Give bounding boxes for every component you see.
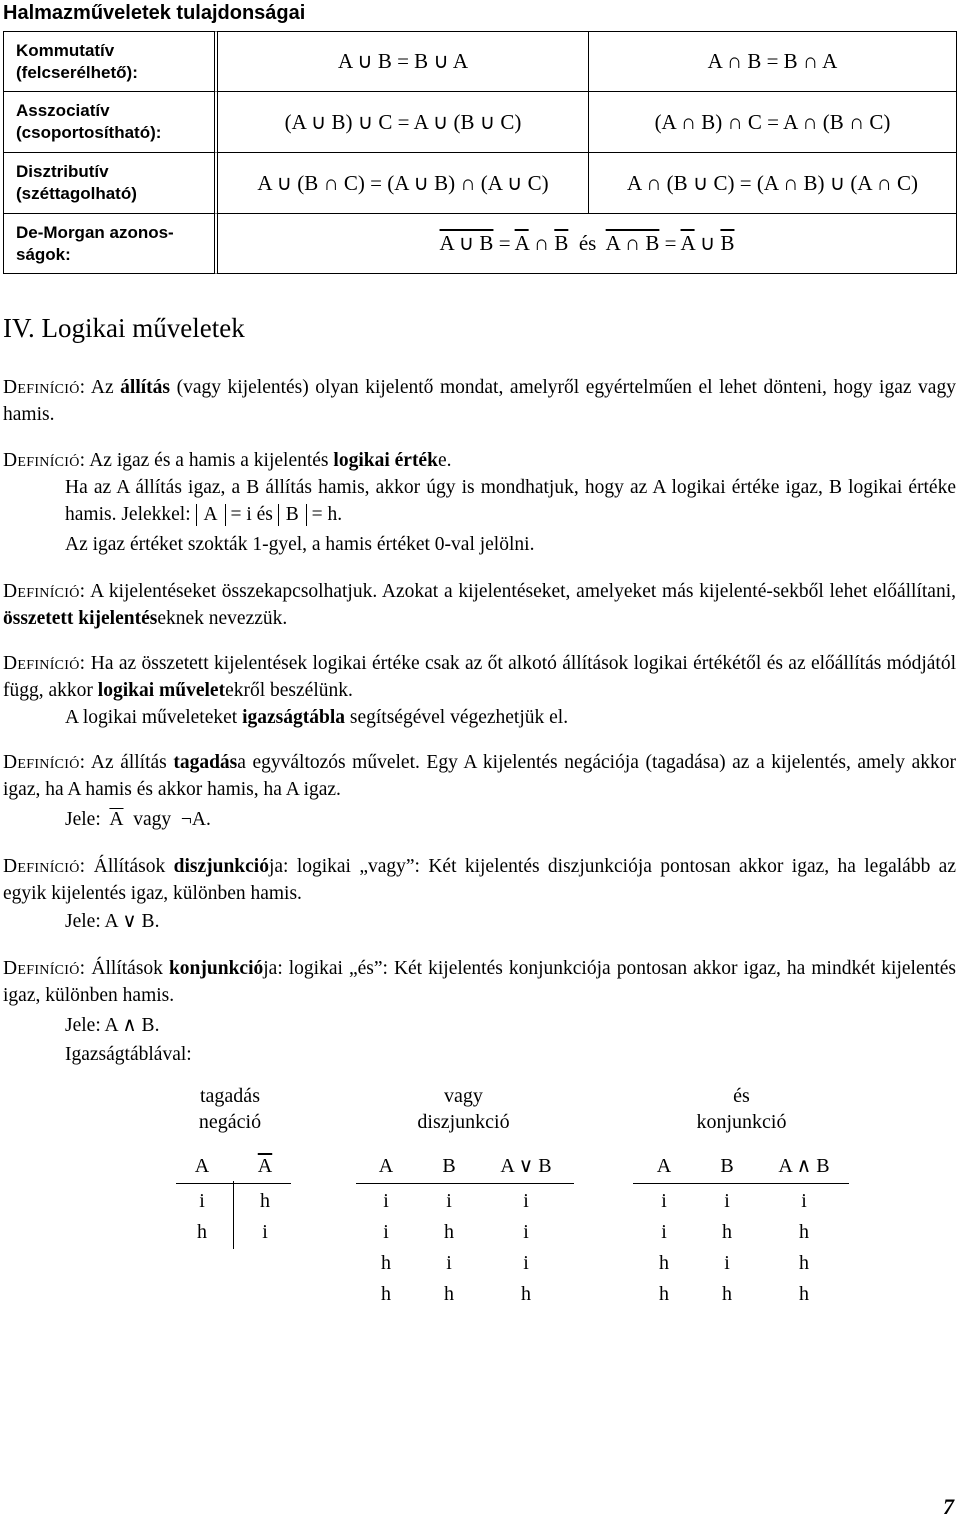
definition-3: Definíció: A kijelentéseket összekapcsolhatjuk. Azokat a kijelentéseket, amelyeket más kijelenté-sekből lehet előállítani, összetett kijelentéseknek nevezzük. bbox=[3, 581, 956, 629]
column-divider bbox=[233, 1181, 234, 1249]
table-row bbox=[3, 92, 957, 153]
table-cell: i bbox=[724, 1190, 730, 1212]
table-row bbox=[3, 153, 957, 214]
table-cell: h bbox=[521, 1283, 531, 1305]
table-cell: h bbox=[659, 1283, 669, 1305]
table-cell: i bbox=[523, 1221, 529, 1243]
table-cell: h bbox=[381, 1283, 391, 1305]
intersection-formula: A ∩ (B ∪ C) = (A ∩ B) ∪ (A ∩ C) bbox=[589, 153, 957, 214]
header-rule bbox=[356, 1183, 574, 1184]
table-cell: h bbox=[799, 1252, 809, 1274]
abs-value-box: B bbox=[278, 504, 307, 526]
definition-4-note: A logikai műveleteket igazságtábla segítségével végezhetjük el. bbox=[65, 707, 569, 728]
column-header: A ∨ B bbox=[500, 1155, 552, 1177]
definition-2-text: Ha az A állítás igaz, a B állítás hamis, akkor úgy is mondhatjuk, hogy az A logikai értéke igaz, B logikai értéke hamis. Jelekkel: A = i és B = h. bbox=[65, 477, 956, 525]
table-cell: i bbox=[262, 1221, 268, 1243]
demorgan-formula: A ∪ $B = \overline{A}$ ∩ $\overline{B}$ és A ∩ $B = \overline{A}$ ∪ $\overline{B}$ bbox=[218, 214, 957, 274]
table-cell: h bbox=[659, 1252, 669, 1274]
definition-7-notation: Jele: A ∧ B. bbox=[65, 1015, 160, 1036]
conjunction-truth-table bbox=[634, 1083, 849, 1323]
table-cell: h bbox=[381, 1252, 391, 1274]
definition-2: Definíció: Az igaz és a hamis a kijelentés logikai értéke. bbox=[3, 450, 452, 471]
table-title: konjunkció bbox=[696, 1111, 787, 1133]
table-cell: h bbox=[799, 1221, 809, 1243]
table-cell: h bbox=[444, 1221, 454, 1243]
table-cell: i bbox=[801, 1190, 807, 1212]
intersection-formula: (A ∩ B) ∩ C = A ∩ (B ∩ C) bbox=[589, 92, 957, 153]
column-header: B bbox=[442, 1155, 456, 1177]
negation-truth-table bbox=[180, 1083, 310, 1253]
definition-keyword: Definíció: bbox=[3, 653, 86, 674]
chapter-title: IV. Logikai műveletek bbox=[3, 313, 245, 343]
definition-keyword: Definíció: bbox=[3, 377, 86, 398]
property-label: Disztributív (széttagolható) bbox=[3, 153, 218, 214]
disjunction-truth-table bbox=[356, 1083, 571, 1323]
set-properties-table bbox=[3, 31, 957, 274]
column-header: B bbox=[720, 1155, 734, 1177]
table-title: diszjunkció bbox=[417, 1111, 510, 1133]
definition-5-notation: Jele: $\overline{A}$ vagy ¬A. bbox=[65, 809, 211, 830]
column-header: A bbox=[656, 1155, 672, 1177]
table-title: és bbox=[733, 1085, 750, 1107]
table-row bbox=[3, 31, 957, 92]
abs-value-box: A bbox=[196, 504, 226, 526]
table-cell: h bbox=[722, 1221, 732, 1243]
table-cell: h bbox=[197, 1221, 207, 1243]
table-cell: i bbox=[523, 1252, 529, 1274]
table-cell: i bbox=[383, 1221, 389, 1243]
table-cell: h bbox=[444, 1283, 454, 1305]
table-cell: h bbox=[799, 1283, 809, 1305]
header-rule bbox=[633, 1183, 849, 1184]
table-cell: i bbox=[383, 1190, 389, 1212]
column-header: A ∧ B bbox=[778, 1155, 830, 1177]
table-title: negáció bbox=[198, 1111, 262, 1133]
property-label: De-Morgan azonos-ságok: bbox=[3, 214, 218, 274]
table-row bbox=[3, 214, 957, 274]
union-formula: A ∪ B = B ∪ A bbox=[218, 31, 589, 92]
definition-1: Definíció: Az állítás (vagy kijelentés) olyan kijelentő mondat, amelyről egyértelműen el lehet dönteni, hogy igaz vagy hamis. bbox=[3, 377, 956, 425]
definition-keyword: Definíció: bbox=[3, 752, 86, 773]
union-formula: (A ∪ B) ∪ C = A ∪ (B ∪ C) bbox=[218, 92, 589, 153]
property-label: Kommutatív (felcserélhető): bbox=[3, 31, 218, 92]
definition-keyword: Definíció: bbox=[3, 450, 86, 471]
header-rule bbox=[176, 1183, 291, 1184]
definition-keyword: Definíció: bbox=[3, 958, 86, 979]
definition-4: Definíció: Ha az összetett kijelentések logikai értéke csak az őt alkotó állítások logikai értékétől és az előállítás módjától függ, akkor logikai műveletekről beszélünk. bbox=[3, 653, 957, 701]
truth-table-intro: Igazságtáblával: bbox=[65, 1044, 192, 1065]
table-title: vagy bbox=[444, 1085, 483, 1107]
table-title: tagadás bbox=[200, 1085, 260, 1107]
intersection-formula: A ∩ B = B ∩ A bbox=[589, 31, 957, 92]
union-formula: A ∪ (B ∩ C) = (A ∪ B) ∩ (A ∪ C) bbox=[218, 153, 589, 214]
definition-keyword: Definíció: bbox=[3, 856, 86, 877]
table-cell: i bbox=[523, 1190, 529, 1212]
definition-7: Definíció: Állítások konjunkciója: logikai „és”: Két kijelentés konjunkciója pontosan akkor igaz, ha mindkét kijelentés igaz, különben hamis. bbox=[3, 958, 957, 1006]
definition-2-note: Az igaz értéket szokták 1-gyel, a hamis értéket 0-val jelölni. bbox=[65, 534, 535, 555]
definition-6: Definíció: Állítások diszjunkciója: logikai „vagy”: Két kijelentés diszjunkciója pontosan akkor igaz, ha legalább az egyik kijelentés igaz, különben hamis. bbox=[3, 856, 956, 904]
table-cell: h bbox=[722, 1283, 732, 1305]
column-header: A bbox=[194, 1155, 210, 1177]
table-cell: i bbox=[724, 1252, 730, 1274]
property-label: Asszociatív (csoportosítható): bbox=[3, 92, 218, 153]
definition-keyword: Definíció: bbox=[3, 581, 86, 602]
column-header: $\overline{A}$ bbox=[257, 1155, 273, 1177]
column-header: A bbox=[378, 1155, 394, 1177]
definition-6-notation: Jele: A ∨ B. bbox=[65, 911, 160, 932]
table-cell: i bbox=[661, 1190, 667, 1212]
table-cell: h bbox=[260, 1190, 270, 1212]
table-cell: i bbox=[446, 1190, 452, 1212]
section-title: Halmazműveletek tulajdonságai bbox=[3, 2, 306, 24]
definition-5: Definíció: Az állítás tagadása egyváltozós művelet. Egy A kijelentés negációja (tagadása) az a kijelentés, amely akkor igaz, ha A hamis és akkor hamis, ha A igaz. bbox=[3, 752, 956, 800]
page-number: 7 bbox=[943, 1494, 954, 1519]
table-cell: i bbox=[661, 1221, 667, 1243]
table-cell: i bbox=[199, 1190, 205, 1212]
table-cell: i bbox=[446, 1252, 452, 1274]
